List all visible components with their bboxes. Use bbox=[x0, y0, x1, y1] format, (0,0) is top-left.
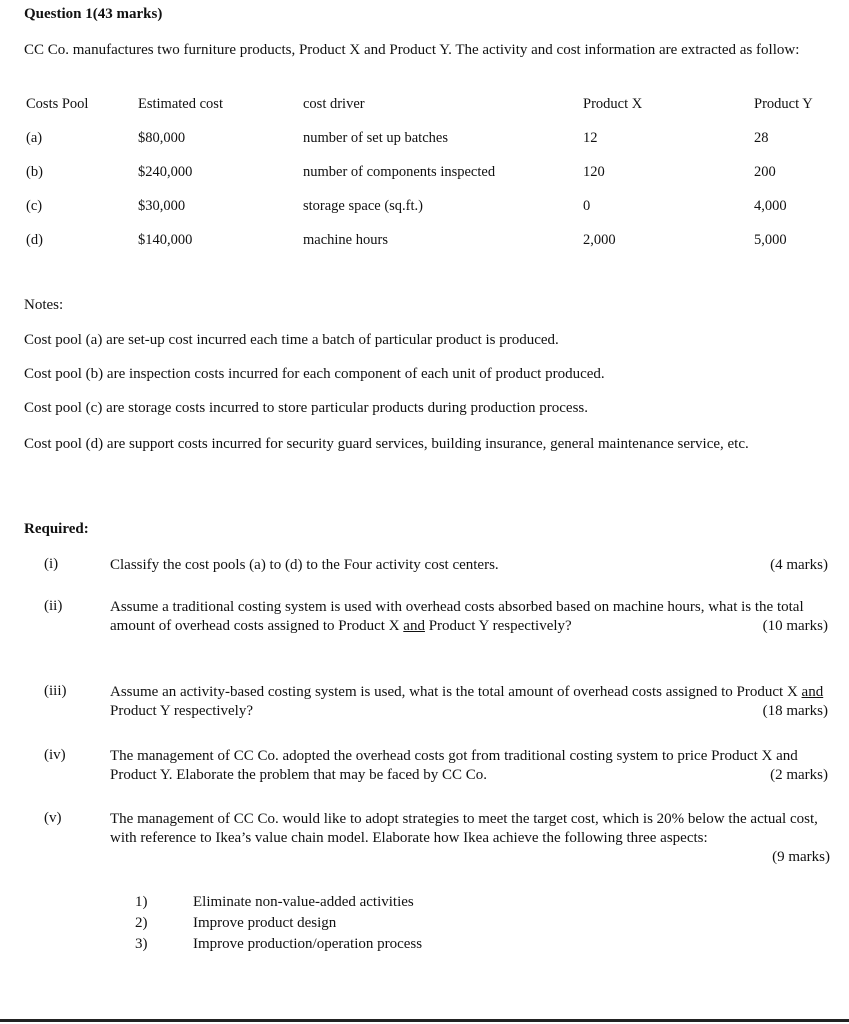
page-bottom-divider bbox=[0, 1019, 849, 1022]
underlined-word: and bbox=[403, 618, 425, 634]
question-marks: (2 marks) bbox=[770, 767, 828, 783]
header-costs-pool: Costs Pool bbox=[26, 96, 89, 112]
question-text bbox=[110, 598, 828, 636]
required-heading: Required: bbox=[24, 521, 89, 537]
cell-estimated-cost: $80,000 bbox=[138, 130, 186, 146]
underlined-word: and bbox=[801, 684, 824, 700]
question-number: (iii) bbox=[44, 683, 67, 699]
question-number: (iv) bbox=[44, 747, 66, 763]
cell-pool: (c) bbox=[26, 198, 43, 214]
question-body-start: Assume a traditional costing system is used with overhead costs absorbed based on machine hours, what is the total amount of overhead costs assigned to Product X bbox=[110, 599, 804, 634]
header-cost-driver: cost driver bbox=[303, 96, 365, 112]
cell-pool: (b) bbox=[26, 164, 43, 180]
question-intro: CC Co. manufactures two furniture products, Product X and Product Y. The activity and cost information are extracted as follow: bbox=[24, 42, 800, 58]
question-marks: (10 marks) bbox=[762, 618, 828, 634]
cell-estimated-cost: $240,000 bbox=[138, 164, 193, 180]
question-text bbox=[110, 556, 828, 575]
cell-cost-driver: number of components inspected bbox=[303, 164, 496, 180]
note-item: Cost pool (c) are storage costs incurred to store particular products during production process. bbox=[24, 400, 589, 416]
cell-estimated-cost: $140,000 bbox=[138, 232, 193, 248]
header-product-y: Product Y bbox=[754, 96, 813, 112]
aspect-text: Improve product design bbox=[193, 915, 337, 931]
aspect-number: 3) bbox=[135, 936, 148, 952]
question-text bbox=[110, 683, 828, 721]
cell-cost-driver: machine hours bbox=[303, 232, 388, 248]
question-body: The management of CC Co. adopted the overhead costs got from traditional costing system to price Product X and Product Y. Elaborate the problem that may be faced by CC Co. bbox=[110, 748, 798, 783]
question-marks: (4 marks) bbox=[770, 557, 828, 573]
note-item: Cost pool (d) are support costs incurred for security guard services, building insurance, general maintenance service, etc. bbox=[24, 436, 749, 452]
aspect-number: 2) bbox=[135, 915, 148, 931]
cell-pool: (a) bbox=[26, 130, 43, 146]
cell-product-y: 4,000 bbox=[754, 198, 787, 214]
cell-product-x: 0 bbox=[583, 198, 591, 214]
aspect-text: Eliminate non-value-added activities bbox=[193, 894, 414, 910]
question-body: The management of CC Co. would like to adopt strategies to meet the target cost, which is 20% below the actual cost, with reference to Ikea’s value chain model. Elaborate how Ikea achieve the following three aspects: bbox=[110, 811, 818, 846]
question-text bbox=[110, 747, 828, 785]
question-body-end: Product Y respectively? bbox=[110, 703, 254, 719]
question-number: (i) bbox=[44, 556, 59, 572]
question-body: Classify the cost pools (a) to (d) to the Four activity cost centers. bbox=[110, 557, 499, 573]
cell-product-x: 12 bbox=[583, 130, 598, 146]
note-item: Cost pool (a) are set-up cost incurred each time a batch of particular product is produced. bbox=[24, 332, 559, 348]
cell-estimated-cost: $30,000 bbox=[138, 198, 186, 214]
cell-product-y: 28 bbox=[754, 130, 769, 146]
aspect-text: Improve production/operation process bbox=[193, 936, 423, 952]
cell-product-y: 5,000 bbox=[754, 232, 787, 248]
cell-product-x: 2,000 bbox=[583, 232, 616, 248]
cell-pool: (d) bbox=[26, 232, 43, 248]
question-title: Question 1(43 marks) bbox=[24, 6, 163, 22]
question-marks: (18 marks) bbox=[762, 703, 828, 719]
note-item: Cost pool (b) are inspection costs incurred for each component of each unit of product produced. bbox=[24, 366, 605, 382]
question-text bbox=[110, 810, 840, 865]
question-marks: (9 marks) bbox=[772, 849, 830, 865]
header-estimated-cost: Estimated cost bbox=[138, 96, 223, 112]
cell-cost-driver: number of set up batches bbox=[303, 130, 448, 146]
cell-product-x: 120 bbox=[583, 164, 605, 180]
cell-product-y: 200 bbox=[754, 164, 776, 180]
notes-heading: Notes: bbox=[24, 297, 64, 313]
header-product-x: Product X bbox=[583, 96, 643, 112]
question-number: (v) bbox=[44, 810, 62, 826]
cell-cost-driver: storage space (sq.ft.) bbox=[303, 198, 423, 214]
question-body-start: Assume an activity-based costing system is used, what is the total amount of overhead costs assigned to Product X bbox=[110, 684, 802, 700]
question-number: (ii) bbox=[44, 598, 63, 614]
aspect-number: 1) bbox=[135, 894, 148, 910]
question-body-end: Product Y respectively? bbox=[424, 618, 572, 634]
